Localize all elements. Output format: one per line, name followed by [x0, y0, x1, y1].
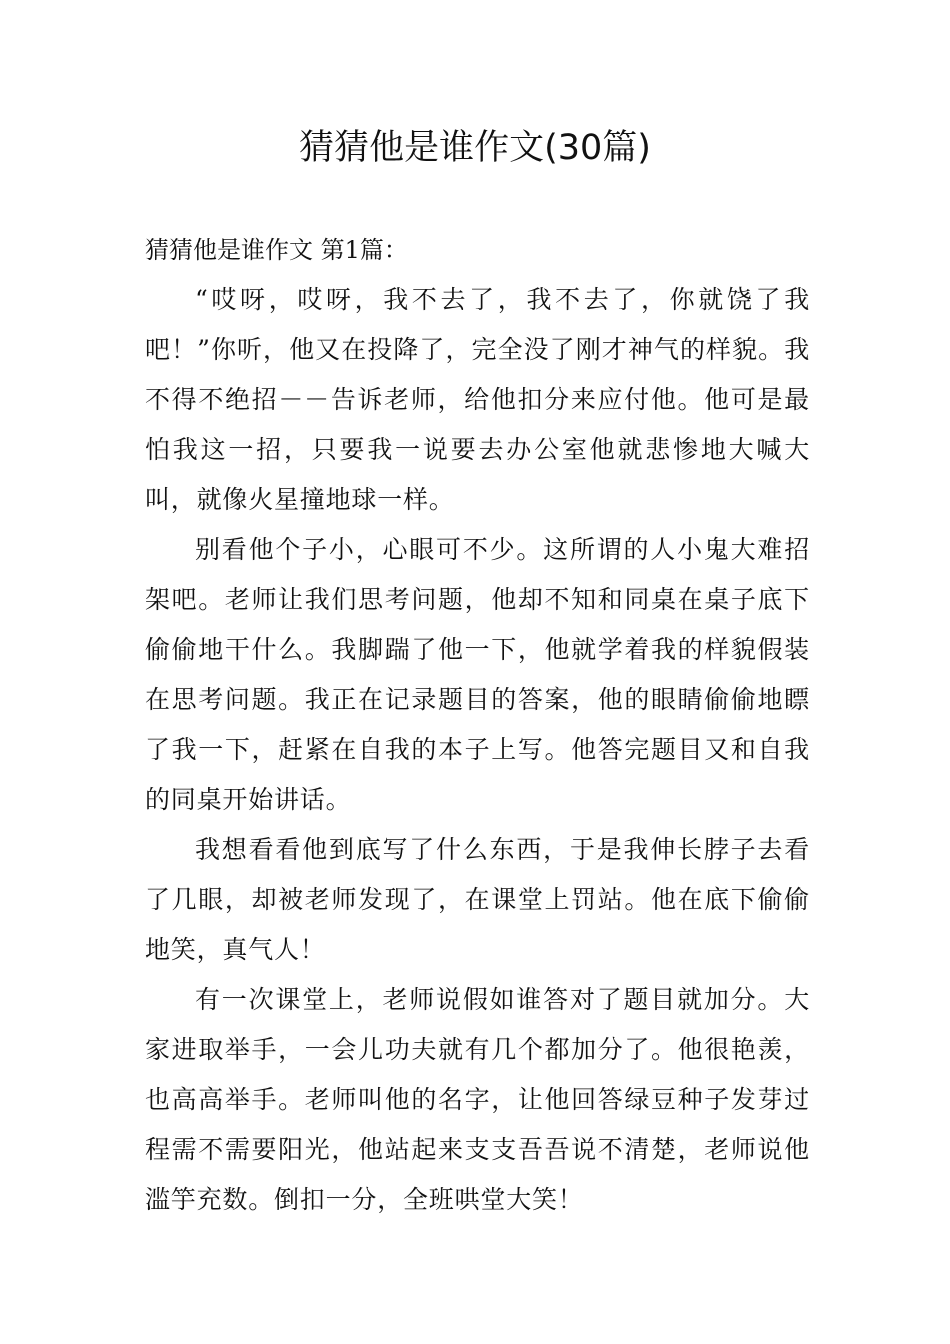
paragraph-2: 别看他个子小，心眼可不少。这所谓的人小鬼大难招架吧。老师让我们思考问题，他却不知和同桌在桌子底下偷偷地干什么。我脚踹了他一下，他就学着我的样貌假装在思考问题。我正在记录题目的答案，他的眼睛偷偷地瞟了我一下，赶紧在自我的本子上写。他答完题目又和自我的同桌开始讲话。 — [145, 535, 810, 814]
document-title: 猜猜他是谁作文(30篇) — [299, 128, 651, 168]
document-body — [145, 225, 810, 1225]
paragraph-3: 我想看看他到底写了什么东西，于是我伸长脖子去看了几眼，却被老师发现了，在课堂上罚站。他在底下偷偷地笑，真气人！ — [145, 835, 810, 964]
paragraph-4: 有一次课堂上，老师说假如谁答对了题目就加分。大家进取举手，一会儿功夫就有几个都加分了。他很艳羡，也高高举手。老师叫他的名字，让他回答绿豆种子发芽过程需不需要阳光，他站起来支支吾吾说不清楚，老师说他滥竽充数。倒扣一分，全班哄堂大笑！ — [145, 985, 810, 1214]
paragraph-1: “哎呀，哎呀，我不去了，我不去了，你就饶了我吧！”你听，他又在投降了，完全没了刚才神气的样貌。我不得不绝招－－告诉老师，给他扣分来应付他。他可是最怕我这一招，只要我一说要去办公室他就悲惨地大喊大叫，就像火星撞地球一样。 — [145, 285, 810, 514]
section-label: 猜猜他是谁作文 第1篇： — [145, 236, 408, 264]
